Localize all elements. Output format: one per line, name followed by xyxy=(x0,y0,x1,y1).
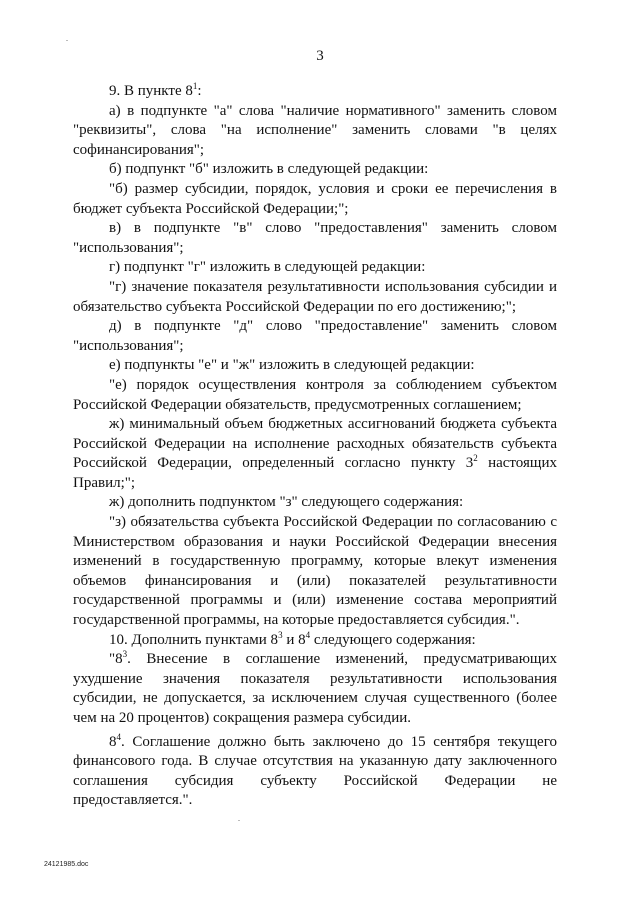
scan-speck xyxy=(66,40,68,41)
paragraph: ж) минимальный объем бюджетных ассигнований бюджета субъекта Российской Федерации на исполнение расходных обязательств субъекта Российской Федерации, определенный согласно пункту $3^2$ настоящих Правил;"; xyxy=(73,416,557,491)
paragraph: "з) обязательства субъекта Российской Федерации по согласованию с Министерством образования и науки Российской Федерации внесения изменений в государственную программу, которые влекут изменения объемов финансирования и (или) показателей результативности государственной программы и (или) изменение состава мероприятий государственной программы, на которые предоставляется субсидия.". xyxy=(73,514,557,629)
document-filename: 24121985.doc xyxy=(44,861,89,868)
scan-speck xyxy=(238,820,240,821)
paragraph: "е) порядок осуществления контроля за соблюдением субъектом Российской Федерации обязательств, предусмотренных соглашением; xyxy=(73,376,557,413)
paragraph: б) подпункт "б" изложить в следующей редакции: xyxy=(109,161,429,178)
paragraph: в) в подпункте "в" слово "предоставления" заменить словом "использования"; xyxy=(73,220,557,256)
paragraph: "$8^3$. Внесение в соглашение изменений, предусматривающих ухудшение значения показателя результативности использования субсидии, не допускается, за исключением случая существенного (более чем на 20 процентов) сокращения размера субсидии. xyxy=(73,649,557,726)
paragraph: а) в подпункте "а" слова "наличие нормативного" заменить словом "реквизиты", слова "на исполнение" заменить словами "в целях софинансирования"; xyxy=(73,102,557,158)
page-number: 3 xyxy=(316,48,324,64)
paragraph: д) в подпункте "д" слово "предоставление" заменить словом "использования"; xyxy=(73,318,557,354)
paragraph: $8^4$. Соглашение должно быть заключено до 15 сентября текущего финансового года. В случае отсутствия на указанную дату заключенного соглашения субсидия субъекту Российской Федерации не предоставляется.". xyxy=(73,731,557,809)
paragraph: 10. Дополнить пунктами $8^3$ и $8^4$ следующего содержания: xyxy=(109,629,476,648)
paragraph: 9. В пункте $8^1$: xyxy=(109,81,202,99)
paragraph: "б) размер субсидии, порядок, условия и сроки ее перечисления в бюджет субъекта Российской Федерации;"; xyxy=(73,180,557,217)
paragraph: г) подпункт "г" изложить в следующей редакции: xyxy=(109,259,426,276)
document-body xyxy=(73,82,557,811)
paragraph: е) подпункты "е" и "ж" изложить в следующей редакции: xyxy=(109,357,475,374)
paragraph: "г) значение показателя результативности использования субсидии и обязательство субъекта Российской Федерации по его достижению;"; xyxy=(73,278,557,315)
paragraph: ж) дополнить подпунктом "з" следующего содержания: xyxy=(109,494,464,511)
